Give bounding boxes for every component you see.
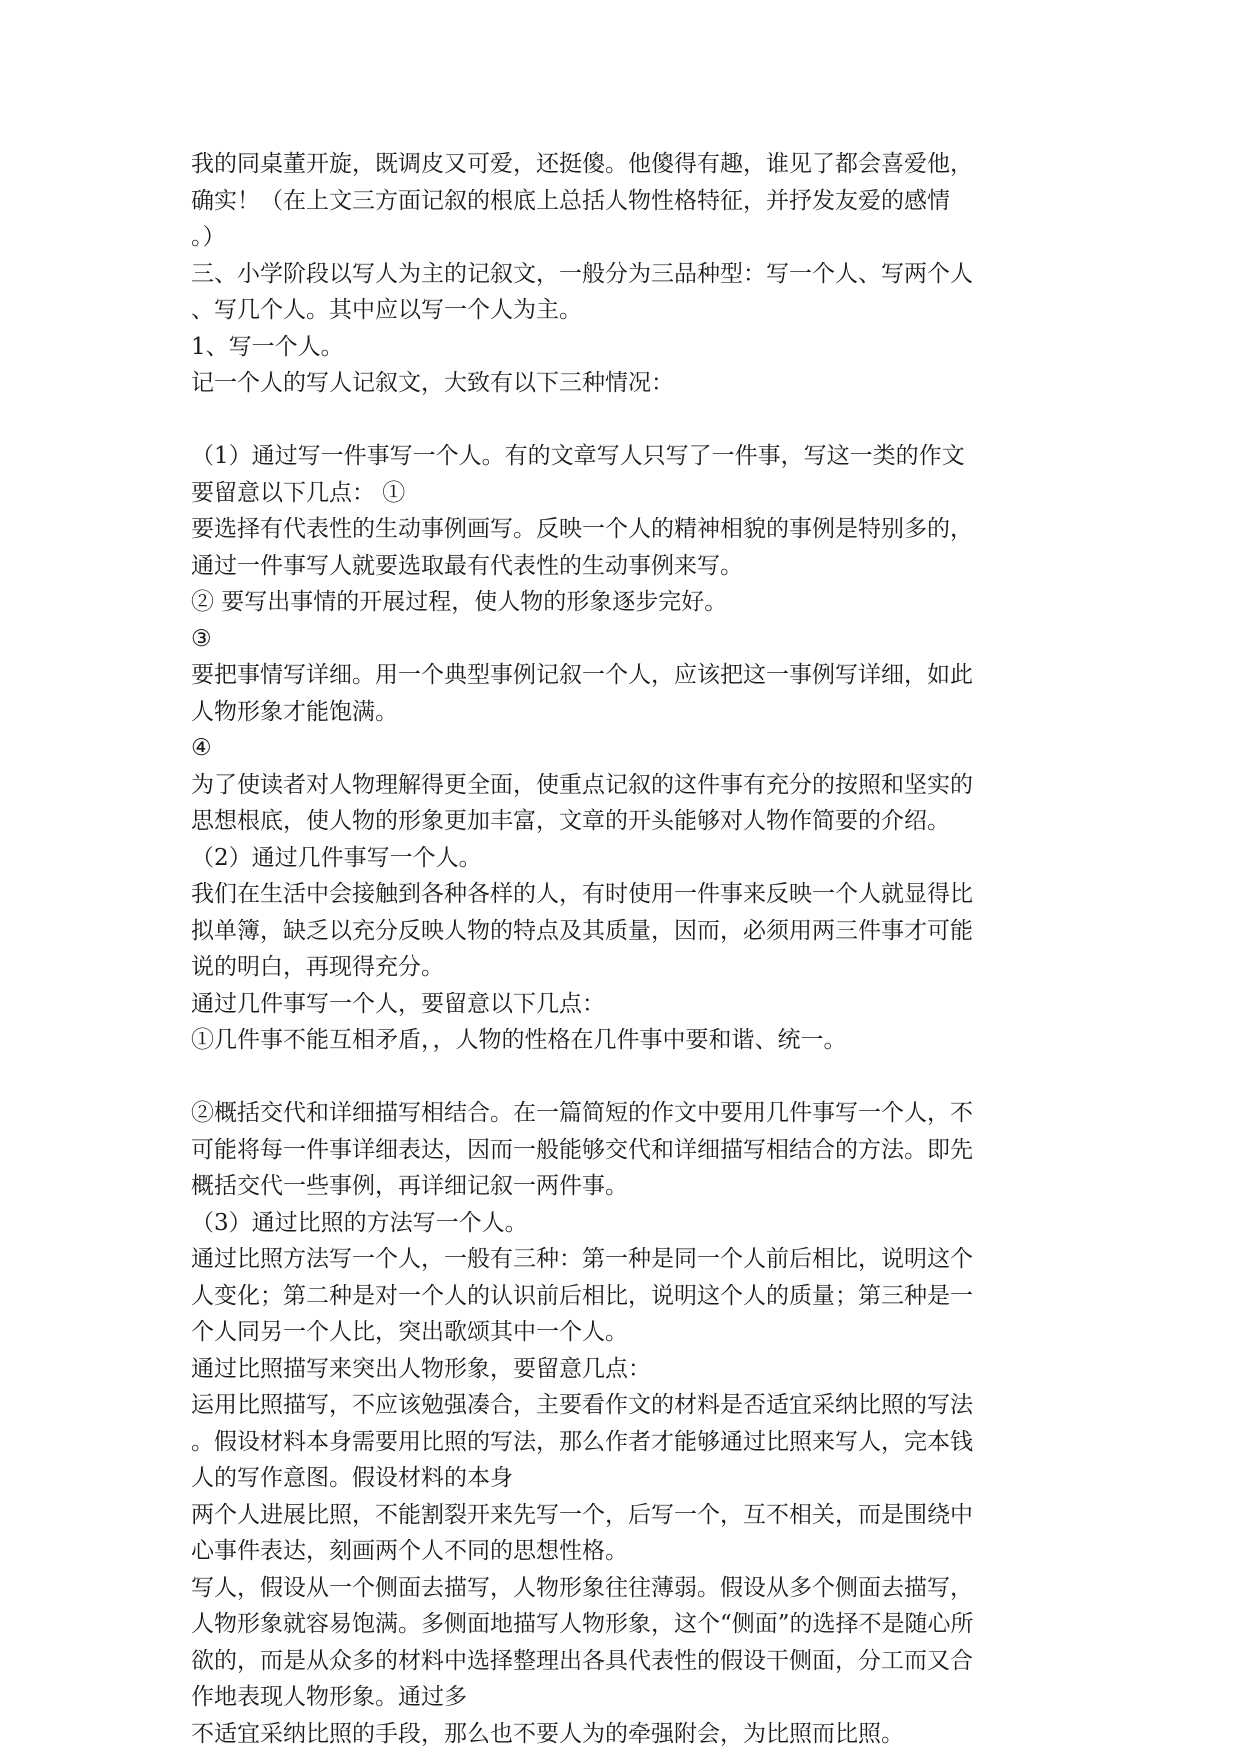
text-line: ④ — [191, 735, 212, 761]
blank-line — [191, 402, 1061, 439]
text-line: ①几件事不能互相矛盾，，人物的性格在几件事中要和谐、统一。 — [191, 1027, 847, 1053]
text-line: 我们在生活中会接触到各种各样的人，有时使用一件事来反映一个人就显得比 — [191, 881, 973, 907]
text-line: 。假设材料本身需要用比照的写法，那么作者才能够通过比照来写人，完本钱 — [191, 1428, 973, 1455]
document-page — [191, 146, 1061, 1752]
text-line: 我的同桌董开旋，既调皮又可爱，还挺傻。他傻得有趣，谁见了都会喜爱他， — [191, 151, 973, 177]
text-line: （1）通过写一件事写一个人。有的文章写人只写了一件事，写这一类的作文 — [191, 443, 965, 469]
text-line: 通过几件事写一个人，要留意以下几点： — [191, 990, 605, 1017]
text-line: 不适宜采纳比照的手段，那么也不要人为的牵强附会，为比照而比照。 — [191, 1720, 904, 1747]
text-line: 人物形象才能饱满。 — [191, 698, 398, 725]
text-line: 可能将每一件事详细表达，因而一般能够交代和详细描写相结合的方法。即先 — [191, 1136, 973, 1163]
text-line: 要选择有代表性的生动事例画写。反映一个人的精神相貌的事例是特别多的， — [191, 516, 973, 542]
text-line: 记一个人的写人记叙文，大致有以下三种情况： — [191, 370, 674, 396]
text-line: 拟单簿，缺乏以充分反映人物的特点及其质量，因而，必须用两三件事才可能 — [191, 917, 973, 944]
text-line: 欲的，而是从众多的材料中选择整理出各具代表性的假设干侧面，分工而又合 — [191, 1647, 973, 1674]
text-line: （2）通过几件事写一个人。 — [191, 844, 482, 871]
text-line: 为了使读者对人物理解得更全面，使重点记叙的这件事有充分的按照和坚实的 — [191, 771, 973, 798]
text-line: 作地表现人物形象。通过多 — [191, 1684, 467, 1710]
text-line: ② 要写出事情的开展过程，使人物的形象逐步完好。 — [191, 589, 728, 615]
text-line: 说的明白，再现得充分。 — [191, 954, 444, 980]
text-line: ③ — [191, 625, 212, 652]
subsection-heading: 1、写一个人。 — [191, 333, 344, 360]
text-line: 心事件表达，刻画两个人不同的思想性格。 — [191, 1538, 628, 1564]
text-line: 、写几个人。其中应以写一个人为主。 — [191, 297, 582, 323]
text-line: 两个人进展比照，不能割裂开来先写一个，后写一个，互不相关，而是围绕中 — [191, 1501, 973, 1528]
text-line: 确实！（在上文三方面记叙的根底上总括人物性格特征，并抒发友爱的感情 — [191, 187, 950, 214]
text-line: 人物形象就容易饱满。多侧面地描写人物形象，这个“侧面”的选择不是随心所 — [191, 1611, 974, 1637]
text-line: 写人，假设从一个侧面去描写，人物形象往往薄弱。假设从多个侧面去描写， — [191, 1574, 973, 1601]
text-line: 要留意以下几点： ① — [191, 479, 406, 506]
text-line: ②概括交代和详细描写相结合。在一篇简短的作文中要用几件事写一个人，不 — [191, 1100, 973, 1126]
text-line: （3）通过比照的方法写一个人。 — [191, 1209, 528, 1236]
section-heading: 三、小学阶段以写人为主的记叙文，一般分为三品种型：写一个人、写两个人 — [191, 260, 973, 287]
text-line: 运用比照描写，不应该勉强凑合，主要看作文的材料是否适宜采纳比照的写法 — [191, 1392, 973, 1418]
text-line: 人的写作意图。假设材料的本身 — [191, 1465, 513, 1491]
blank-line — [191, 1059, 1061, 1096]
text-line: 通过比照方法写一个人，一般有三种：第一种是同一个人前后相比，说明这个 — [191, 1246, 973, 1272]
text-line: 要把事情写详细。用一个典型事例记叙一个人，应该把这一事例写详细，如此 — [191, 662, 973, 688]
text-line: 通过比照描写来突出人物形象，要留意几点： — [191, 1355, 651, 1382]
text-line: 概括交代一些事例，再详细记叙一两件事。 — [191, 1173, 628, 1199]
text-line: 人变化；第二种是对一个人的认识前后相比，说明这个人的质量；第三种是一 — [191, 1282, 973, 1309]
text-line: 个人同另一个人比，突出歌颂其中一个人。 — [191, 1319, 628, 1345]
text-line: 。） — [191, 224, 226, 250]
text-line: 通过一件事写人就要选取最有代表性的生动事例来写。 — [191, 552, 743, 579]
text-line: 思想根底，使人物的形象更加丰富，文章的开头能够对人物作简要的介绍。 — [191, 808, 950, 834]
